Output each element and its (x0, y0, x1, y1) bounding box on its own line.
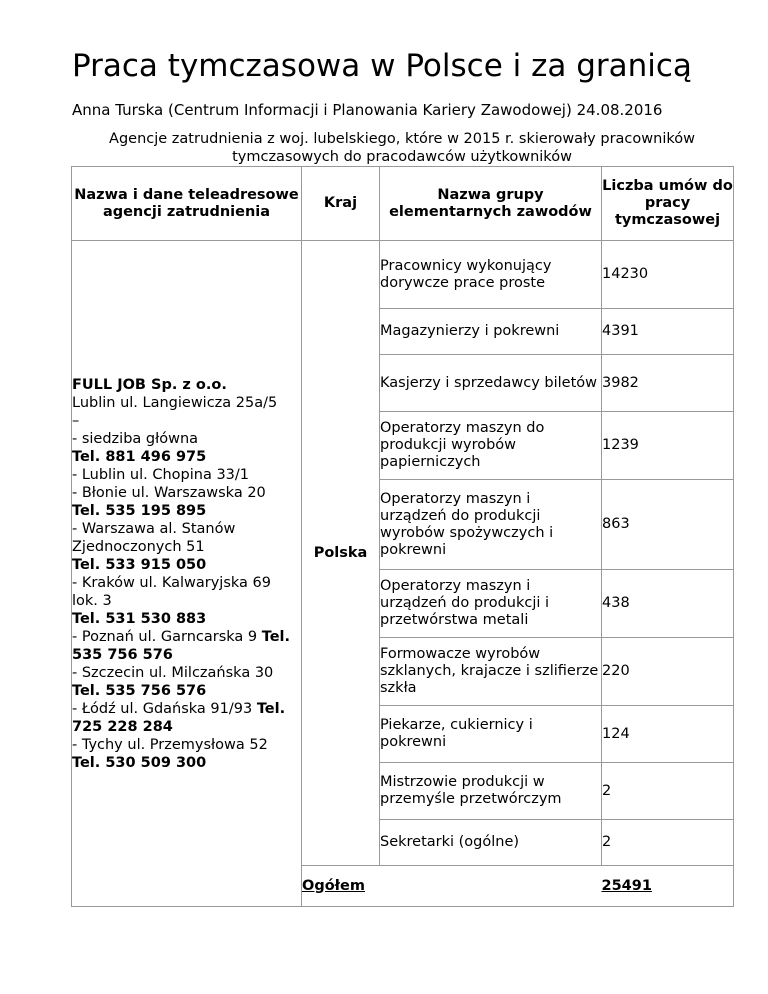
agency-line: - Lublin ul. Chopina 33/1 (72, 466, 250, 483)
table-bottom-border (72, 907, 734, 908)
agency-line: - Błonie ul. Warszawska 20 (72, 484, 266, 501)
agency-line: – (72, 412, 80, 429)
occupation-group-cell: Sekretarki (ogólne) (380, 820, 602, 866)
occupation-group-cell: Operatorzy maszyn i urządzeń do produkcji i przetwórstwa metali (380, 570, 602, 638)
agency-name: FULL JOB Sp. z o.o. (72, 376, 227, 393)
agency-line: Tel. 535 195 895 (72, 502, 207, 519)
contract-count-cell: 124 (602, 706, 734, 763)
agency-cell (72, 241, 302, 907)
contract-count-cell: 4391 (602, 309, 734, 355)
header-count: Liczba umów do pracy tymczasowej (602, 167, 734, 241)
occupation-group-cell: Kasjerzy i sprzedawcy biletów (380, 355, 602, 412)
occupation-group-cell: Mistrzowie produkcji w przemyśle przetwórczym (380, 763, 602, 820)
total-value: 25491 (602, 866, 734, 907)
occupation-group-cell: Formowacze wyrobów szklanych, krajacze i szlifierze szkła (380, 638, 602, 706)
contract-count-cell: 14230 (602, 241, 734, 309)
table-bottom-edge (302, 907, 380, 908)
table-bottom-edge (72, 907, 302, 908)
agency-line: - Poznań ul. Garncarska 9 (72, 628, 262, 645)
agency-line: Tel. 881 496 975 (72, 448, 207, 465)
occupation-group-cell: Operatorzy maszyn i urządzeń do produkcji wyrobów spożywczych i pokrewni (380, 480, 602, 570)
contract-count-cell: 1239 (602, 412, 734, 480)
contract-count-cell: 863 (602, 480, 734, 570)
agency-line: Tel. 530 509 300 (72, 754, 207, 771)
occupation-group-cell: Pracownicy wykonujący dorywcze prace proste (380, 241, 602, 309)
agency-line: Tel. 531 530 883 (72, 610, 207, 627)
table-bottom-edge (602, 907, 734, 908)
page-title: Praca tymczasowa w Polsce i za granicą (72, 48, 692, 84)
contract-count-cell: 2 (602, 820, 734, 866)
table-row (72, 241, 734, 309)
author-line: Anna Turska (Centrum Informacji i Planowania Kariery Zawodowej) 24.08.2016 (72, 101, 663, 119)
occupation-group-cell: Piekarze, cukiernicy i pokrewni (380, 706, 602, 763)
header-country: Kraj (302, 167, 380, 241)
agency-line: - Łódź ul. Gdańska 91/93 (72, 700, 257, 717)
agency-line: - Warszawa al. Stanów Zjednoczonych 51 (72, 520, 236, 555)
agency-line: - Kraków ul. Kalwaryjska 69 lok. 3 (72, 574, 271, 609)
agency-line: - Szczecin ul. Milczańska 30 (72, 664, 274, 681)
table-header-row (72, 167, 734, 241)
agency-line: Lublin ul. Langiewicza 25a/5 (72, 394, 278, 411)
country-cell: Polska (302, 241, 380, 866)
table-bottom-edge (380, 907, 602, 908)
agency-line: Tel. 533 915 050 (72, 556, 207, 573)
agency-phone: Tel. 535 756 576 (72, 628, 291, 663)
occupation-group-cell: Magazynierzy i pokrewni (380, 309, 602, 355)
agency-phone: Tel. 725 228 284 (72, 700, 286, 735)
agency-line: - siedziba główna (72, 430, 199, 447)
contract-count-cell: 2 (602, 763, 734, 820)
occupation-group-cell: Operatorzy maszyn do produkcji wyrobów papierniczych (380, 412, 602, 480)
total-label: Ogółem (302, 866, 380, 907)
contract-count-cell: 438 (602, 570, 734, 638)
contract-count-cell: 220 (602, 638, 734, 706)
agency-line: Tel. 535 756 576 (72, 682, 207, 699)
contract-count-cell: 3982 (602, 355, 734, 412)
total-empty-cell (380, 866, 602, 907)
agencies-table (71, 166, 734, 907)
agency-line: - Tychy ul. Przemysłowa 52 (72, 736, 268, 753)
header-group: Nazwa grupy elementarnych zawodów (380, 167, 602, 241)
header-agency: Nazwa i dane teleadresowe agencji zatrudnienia (72, 167, 302, 241)
table-caption: Agencje zatrudnienia z woj. lubelskiego, które w 2015 r. skierowały pracowników tymczasowych do pracodawców użytkowników (109, 131, 695, 165)
